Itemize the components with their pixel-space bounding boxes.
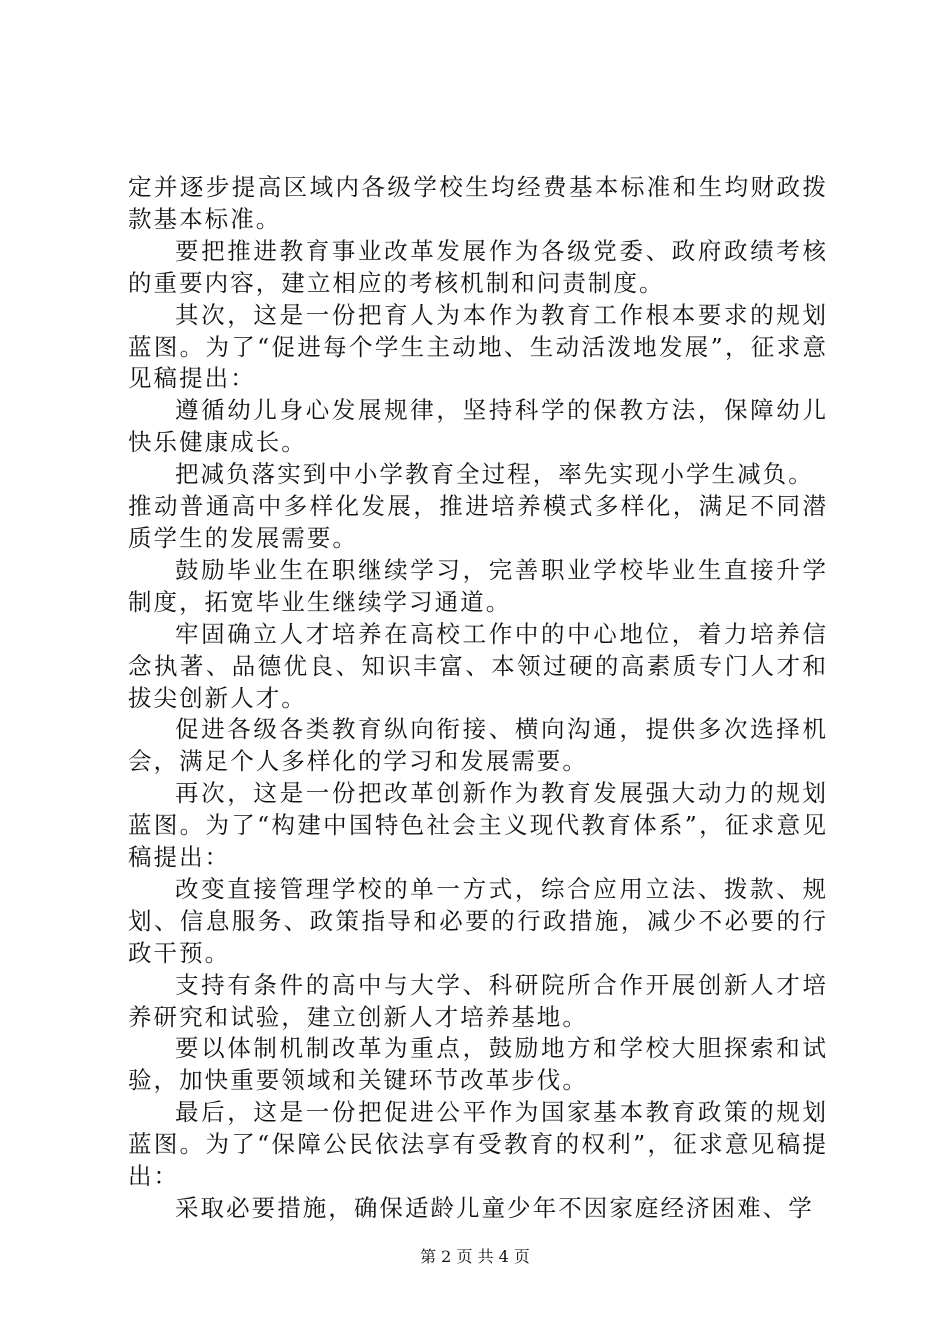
paragraph: 定并逐步提高区域内各级学校生均经费基本标准和生均财政拨款基本标准。: [128, 173, 828, 233]
paragraph: 促进各级各类教育纵向衔接、横向沟通，提供多次选择机会，满足个人多样化的学习和发展需要。: [128, 715, 828, 776]
paragraph: 遵循幼儿身心发展规律，坚持科学的保教方法，保障幼儿快乐健康成长。: [128, 396, 828, 457]
page-number: 第 2 页 共 4 页: [420, 1247, 530, 1266]
paragraph: 再次，这是一份把改革创新作为教育发展强大动力的规划蓝图。为了“构建中国特色社会主义现代教育体系”，征求意见稿提出：: [128, 779, 828, 872]
page-footer: [0, 1244, 950, 1267]
body-text: [128, 172, 828, 1225]
paragraph: 最后，这是一份把促进公平作为国家基本教育政策的规划蓝图。为了“保障公民依法享有受教育的权利”，征求意见稿提出：: [128, 1098, 828, 1191]
paragraph: 把减负落实到中小学教育全过程，率先实现小学生减负。: [175, 460, 814, 489]
paragraph: 推动普通高中多样化发展，推进培养模式多样化，满足不同潜质学生的发展需要。: [128, 492, 828, 552]
paragraph: 鼓励毕业生在职继续学习，完善职业学校毕业生直接升学制度，拓宽毕业生继续学习通道。: [128, 555, 828, 616]
paragraph: 改变直接管理学校的单一方式，综合应用立法、拨款、规划、信息服务、政策指导和必要的行政措施，减少不必要的行政干预。: [128, 874, 828, 967]
paragraph: 牢固确立人才培养在高校工作中的中心地位，着力培养信念执著、品德优良、知识丰富、本领过硬的高素质专门人才和拔尖创新人才。: [128, 619, 828, 712]
paragraph: 采取必要措施，确保适龄儿童少年不因家庭经济困难、学: [175, 1194, 814, 1222]
paragraph: 要以体制机制改革为重点，鼓励地方和学校大胆探索和试验，加快重要领域和关键环节改革步伐。: [128, 1034, 828, 1095]
paragraph: 要把推进教育事业改革发展作为各级党委、政府政绩考核的重要内容，建立相应的考核机制和问责制度。: [128, 236, 828, 297]
paragraph: 其次，这是一份把育人为本作为教育工作根本要求的规划蓝图。为了“促进每个学生主动地、生动活泼地发展”，征求意见稿提出：: [128, 300, 828, 393]
paragraph: 支持有条件的高中与大学、科研院所合作开展创新人才培养研究和试验，建立创新人才培养基地。: [128, 970, 828, 1031]
